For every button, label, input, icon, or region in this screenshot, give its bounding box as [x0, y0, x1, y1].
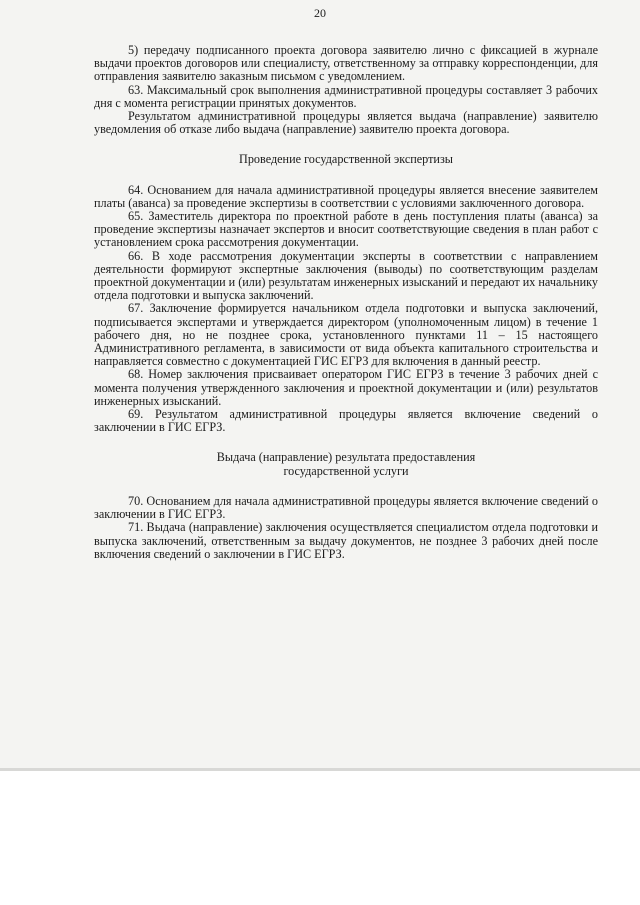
section-heading-line: государственной услуги	[283, 463, 409, 478]
paragraph: 69. Результатом административной процедуры является включение сведений о заключении в ГИС ЕГРЗ.	[94, 407, 598, 435]
page-edge	[0, 768, 640, 771]
paragraph: 63. Максимальный срок выполнения административной процедуры составляет 3 рабочих дня с момента регистрации принятых документов.	[94, 82, 598, 110]
paragraph: 5) передачу подписанного проекта договора заявителю лично с фиксацией в журнале выдачи проектов договоров или специалисту, ответственному за отправку корреспонденции, для отправления заявителю заказным письмом с уведомлением.	[94, 43, 598, 84]
paragraph: 65. Заместитель директора по проектной работе в день поступления платы (аванса) за проведение экспертизы назначает экспертов и вносит соответствующие сведения в план работ с установлением срока рассмотрения документации.	[94, 209, 598, 250]
paragraph: 66. В ходе рассмотрения документации эксперты в соответствии с направлением деятельности формируют экспертные заключения (выводы) по соответствующим разделам проектной документации и (или) результатам инженерных изысканий и передают их начальнику отдела подготовки и выпуска заключений.	[94, 248, 599, 303]
paragraph: 67. Заключение формируется начальником отдела подготовки и выпуска заключений, подписывается экспертами и утверждается директором (уполномоченным лицом) в течение 1 рабочего дня, но не позднее срока, установленного пунктами 11 – 15 настоящего Административного регламента, в зависимости от вида объекта капитального строительства и направляется совместно с документацией ГИС ЕГРЗ для включения в данный реестр.	[94, 301, 598, 369]
section-heading	[94, 451, 598, 477]
paragraph: 70. Основанием для начала административной процедуры является включение сведений о заключении в ГИС ЕГРЗ.	[94, 493, 598, 522]
page-number: 20	[314, 6, 326, 20]
document-body	[94, 44, 598, 561]
section-heading: Проведение государственной экспертизы	[239, 152, 453, 167]
section-heading-line: Выдача (направление) результата предоставления	[216, 450, 476, 465]
paragraph: 68. Номер заключения присваивает оператором ГИС ЕГРЗ в течение 3 рабочих дней с момента получения утвержденного заключения и проектной документации и (или) результатов инженерных изысканий.	[94, 367, 598, 408]
paragraph: 71. Выдача (направление) заключения осуществляется специалистом отдела подготовки и выпуска заключений, ответственным за выдачу документов, не позднее 3 рабочих дней после включения сведений о заключении в ГИС ЕГРЗ.	[94, 520, 598, 561]
paragraph: Результатом административной процедуры является выдача (направление) заявителю уведомления об отказе либо выдача (направление) заявителю проекта договора.	[94, 109, 598, 137]
paragraph: 64. Основанием для начала административной процедуры является внесение заявителем платы (аванса) за проведение экспертизы в соответствии с условиями заключенного договора.	[94, 182, 598, 210]
